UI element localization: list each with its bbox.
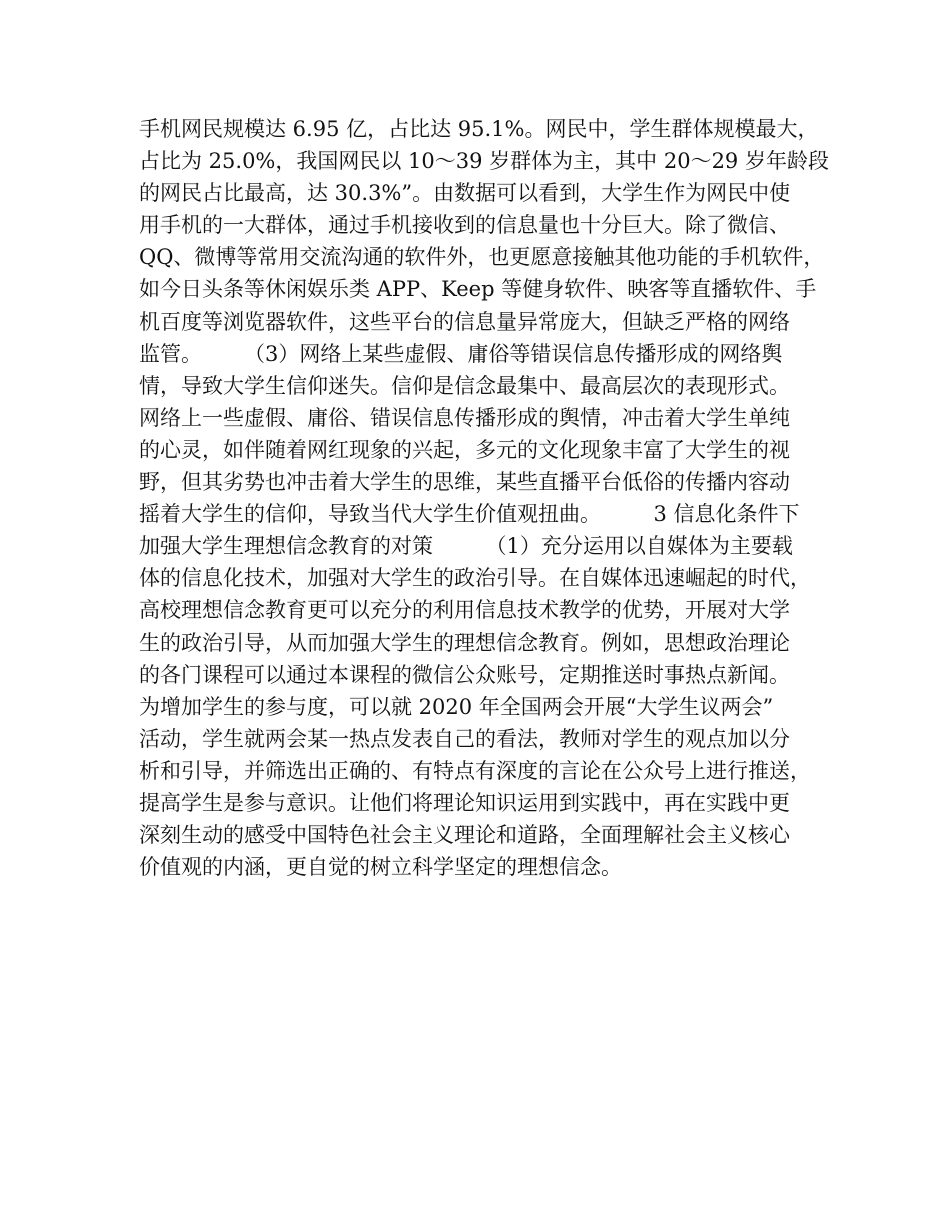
text-line: 为增加学生的参与度，可以就 2020 年全国两会开展“大学生议两会” [139,694,774,719]
text-line: 体的信息化技术，加强对大学生的政治引导。在自媒体迅速崛起的时代， [139,566,811,591]
text-line: 监管。 （3）网络上某些虚假、庸俗等错误信息传播形成的网络舆 [139,341,783,366]
text-line: QQ、微博等常用交流沟通的软件外，也更愿意接触其他功能的手机软件， [139,245,825,270]
text-line: 活动，学生就两会某一热点发表自己的看法，教师对学生的观点加以分 [139,726,790,751]
text-line: 野，但其劣势也冲击着大学生的思维，某些直播平台低俗的传播内容动 [139,470,790,495]
text-line: 如今日头条等休闲娱乐类 APP、Keep 等健身软件、映客等直播软件、手 [139,277,817,302]
text-line: 析和引导，并筛选出正确的、有特点有深度的言论在公众号上进行推送， [139,758,811,783]
text-line: 机百度等浏览器软件，这些平台的信息量异常庞大，但缺乏严格的网络 [139,309,790,334]
text-line: 加强大学生理想信念教育的对策 （1）充分运用以自媒体为主要载 [139,534,793,559]
text-line: 的心灵，如伴随着网红现象的兴起，多元的文化现象丰富了大学生的视 [139,437,790,462]
text-line: 深刻生动的感受中国特色社会主义理论和道路，全面理解社会主义核心 [139,823,790,848]
text-line: 网络上一些虚假、庸俗、错误信息传播形成的舆情，冲击着大学生单纯 [139,405,790,430]
text-line: 提高学生是参与意识。让他们将理论知识运用到实践中，再在实践中更 [139,790,790,815]
text-line: 摇着大学生的信仰，导致当代大学生价值观扭曲。 3 信息化条件下 [139,502,800,527]
text-line: 的网民占比最高，达 30.3%”。由数据可以看到，大学生作为网民中使 [139,181,791,206]
body-paragraph [139,113,839,883]
text-line: 高校理想信念教育更可以充分的利用信息技术教学的优势，开展对大学 [139,598,790,623]
text-line: 的各门课程可以通过本课程的微信公众账号，定期推送时事热点新闻。 [139,662,790,687]
text-line: 占比为 25.0%，我国网民以 10～39 岁群体为主，其中 20～29 岁年龄段 [139,149,829,174]
text-line: 生的政治引导，从而加强大学生的理想信念教育。例如，思想政治理论 [139,630,790,655]
text-line: 情，导致大学生信仰迷失。信仰是信念最集中、最高层次的表现形式。 [139,373,790,398]
text-line: 手机网民规模达 6.95 亿，占比达 95.1%。网民中，学生群体规模最大， [139,117,819,141]
text-line: 价值观的内涵，更自觉的树立科学坚定的理想信念。 [139,855,622,880]
text-line: 用手机的一大群体，通过手机接收到的信息量也十分巨大。除了微信、 [139,213,790,238]
